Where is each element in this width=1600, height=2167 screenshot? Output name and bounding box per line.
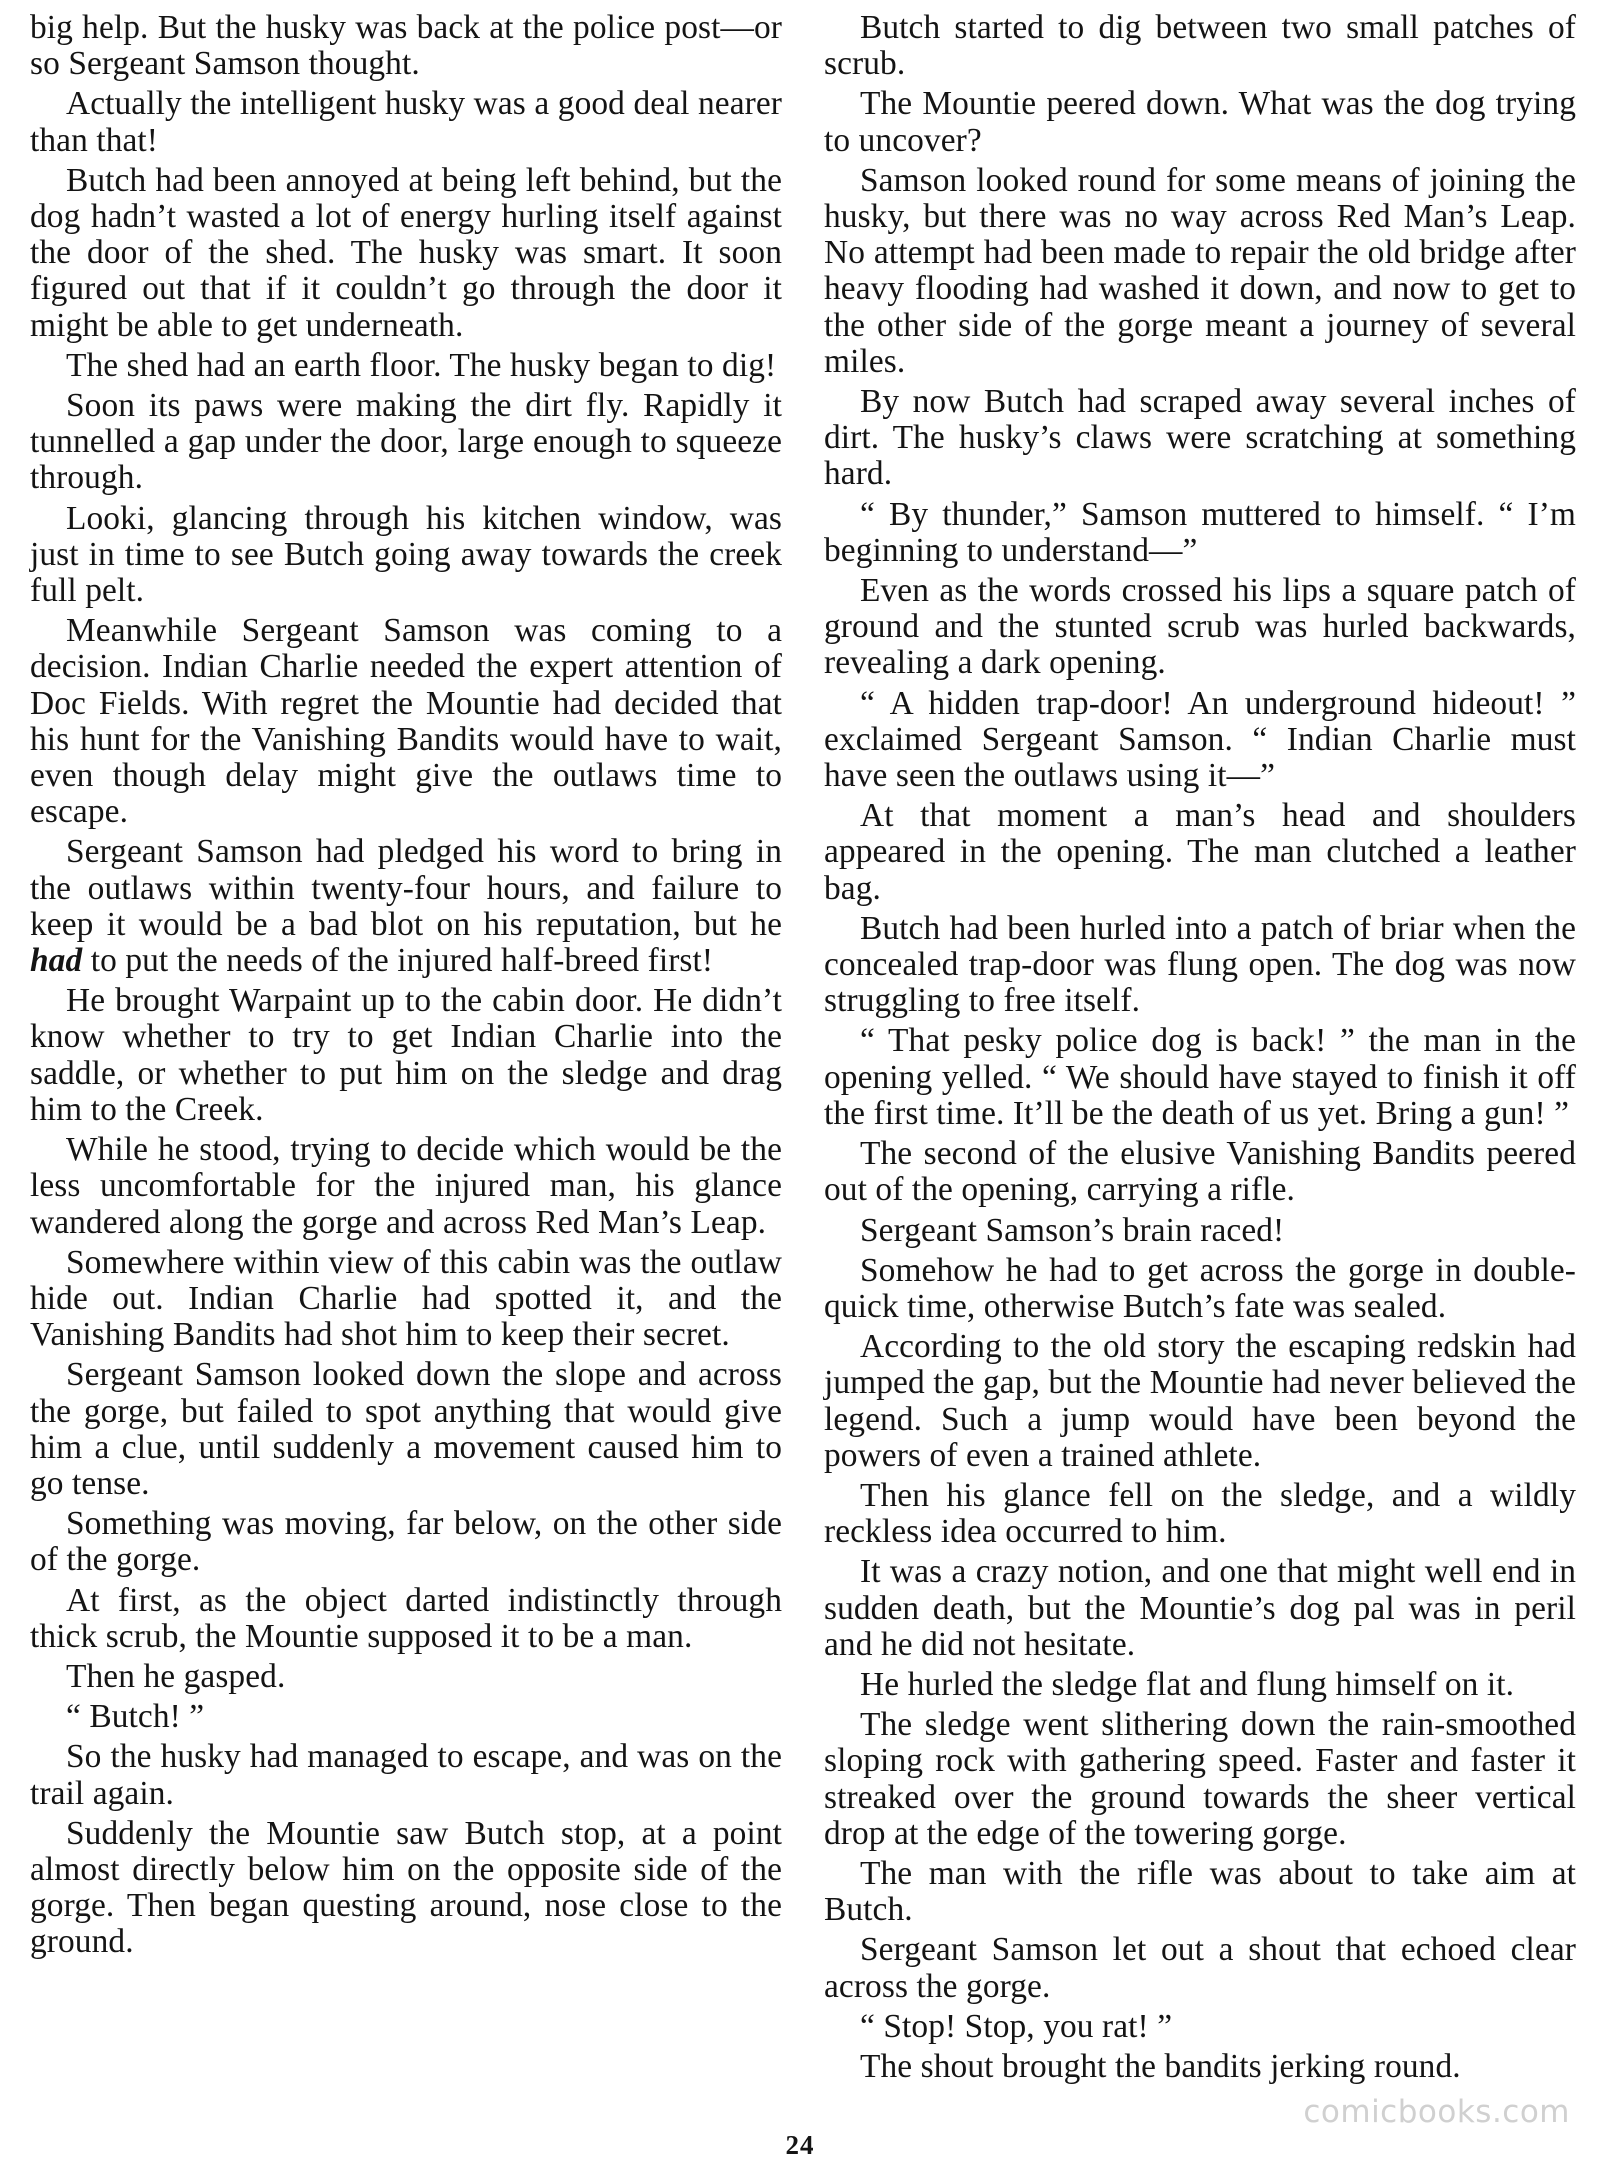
paragraph: The man with the rifle was about to take aim at Butch.	[824, 1854, 1576, 1929]
paragraph: He brought Warpaint up to the cabin door. He didn’t know whether to try to get Indian Charlie into the saddle, or whether to put him on the sledge and drag him to the Creek.	[30, 982, 782, 1128]
paragraph: “ By thunder,” Samson muttered to himself. “ I’m beginning to understand—”	[824, 495, 1576, 569]
paragraph: Samson looked round for some means of joining the husky, but there was no way across Red Man’s Leap. No attempt had been made to repair the old bridge after heavy flooding had washed it down, and now to get to the other side of the gorge meant a journey of several miles.	[824, 161, 1576, 380]
paragraph: “ Butch! ”	[66, 1698, 205, 1736]
paragraph: He hurled the sledge flat and flung himself on it.	[860, 1665, 1515, 1703]
paragraph: “ A hidden trap-door! An underground hideout! ” exclaimed Sergeant Samson. “ Indian Charlie must have seen the outlaws using it—”	[824, 684, 1576, 795]
paragraph	[30, 834, 782, 979]
paragraph: Sergeant Samson looked down the slope and across the gorge, but failed to spot anything that would give him a clue, until suddenly a movement caused him to go tense.	[30, 1356, 782, 1502]
paragraph: The second of the elusive Vanishing Bandits peered out of the opening, carrying a rifle.	[824, 1135, 1576, 1209]
paragraph: Butch started to dig between two small patches of scrub.	[824, 9, 1576, 83]
paragraph: Meanwhile Sergeant Samson was coming to a decision. Indian Charlie needed the expert attention of Doc Fields. With regret the Mountie had decided that his hunt for the Vanishing Bandits would have to wait, even though delay might give the outlaws time to escape.	[30, 612, 782, 831]
paragraph: Somewhere within view of this cabin was the outlaw hide out. Indian Charlie had spotted it, and the Vanishing Bandits had shot him to keep their secret.	[30, 1243, 782, 1354]
paragraph: At that moment a man’s head and shoulders appeared in the opening. The man clutched a leather bag.	[824, 797, 1576, 907]
paragraph: According to the old story the escaping redskin had jumped the gap, but the Mountie had never believed the legend. Such a jump would have been beyond the powers of even a trained athlete.	[824, 1328, 1576, 1474]
paragraph: The shed had an earth floor. The husky began to dig!	[66, 346, 777, 384]
paragraph: Butch had been annoyed at being left behind, but the dog hadn’t wasted a lot of energy hurling itself against the door of the shed. The husky was smart. It soon figured out that if it couldn’t go through the door it might be able to get underneath.	[30, 161, 782, 344]
paragraph: Sergeant Samson let out a shout that echoed clear across the gorge.	[824, 1931, 1576, 2005]
paragraph: Then his glance fell on the sledge, and a wildly reckless idea occurred to him.	[824, 1476, 1576, 1551]
paragraph: The Mountie peered down. What was the dog trying to uncover?	[824, 85, 1576, 159]
paragraph: Suddenly the Mountie saw Butch stop, at a point almost directly below him on the opposite side of the gorge. Then began questing around, nose close to the ground.	[30, 1814, 782, 1961]
paragraph: The shout brought the bandits jerking round.	[860, 2047, 1461, 2085]
paragraph: It was a crazy notion, and one that might well end in sudden death, but the Mountie’s dog pal was in peril and he did not hesitate.	[824, 1553, 1576, 1663]
paragraph: At first, as the object darted indistinctly through thick scrub, the Mountie supposed it to be a man.	[30, 1581, 782, 1655]
paragraph: Even as the words crossed his lips a square patch of ground and the stunted scrub was hurled backwards, revealing a dark opening.	[824, 572, 1576, 682]
paragraph: Then he gasped.	[66, 1657, 286, 1695]
paragraph: Something was moving, far below, on the other side of the gorge.	[30, 1505, 782, 1579]
paragraph-text: to put the needs of the injured half-breed first!	[82, 942, 714, 980]
paragraph: Looki, glancing through his kitchen window, was just in time to see Butch going away towards the creek full pelt.	[30, 499, 782, 610]
paragraph: Actually the intelligent husky was a good deal nearer than that!	[30, 85, 782, 159]
paragraph: The sledge went slithering down the rain-smoothed sloping rock with gathering speed. Faster and faster it streaked over the ground towards the sheer vertical drop at the edge of the towering gorge.	[824, 1706, 1576, 1852]
paragraph: “ Stop! Stop, you rat! ”	[860, 2007, 1173, 2045]
emphasized-word: had	[30, 942, 83, 980]
paragraph-text: Sergeant Samson had pledged his word to bring in the outlaws within twenty-four hours, and failure to keep it would be a bad blot on his reputation, but he	[30, 833, 782, 943]
paragraph: Butch had been hurled into a patch of briar when the concealed trap-door was flung open. The dog was now struggling to free itself.	[824, 909, 1576, 1020]
watermark: comicbooks.com	[1303, 2094, 1570, 2130]
paragraph: So the husky had managed to escape, and was on the trail again.	[30, 1738, 782, 1812]
right-text-column	[824, 10, 1576, 2089]
left-text-column	[30, 10, 782, 1965]
paragraph: By now Butch had scraped away several inches of dirt. The husky’s claws were scratching at something hard.	[824, 383, 1576, 493]
paragraph: Soon its paws were making the dirt fly. Rapidly it tunnelled a gap under the door, large enough to squeeze through.	[30, 387, 782, 497]
paragraph: Somehow he had to get across the gorge in double-quick time, otherwise Butch’s fate was sealed.	[824, 1251, 1576, 1325]
paragraph: While he stood, trying to decide which would be the less uncomfortable for the injured man, his glance wandered along the gorge and across Red Man’s Leap.	[30, 1131, 782, 1241]
page-number: 24	[785, 2130, 815, 2160]
paragraph: big help. But the husky was back at the police post—or so Sergeant Samson thought.	[30, 9, 782, 83]
paragraph: Sergeant Samson’s brain raced!	[860, 1211, 1285, 1249]
paragraph: “ That pesky police dog is back! ” the man in the opening yelled. “ We should have stayed to finish it off the first time. It’ll be the death of us yet. Bring a gun! ”	[824, 1022, 1576, 1132]
